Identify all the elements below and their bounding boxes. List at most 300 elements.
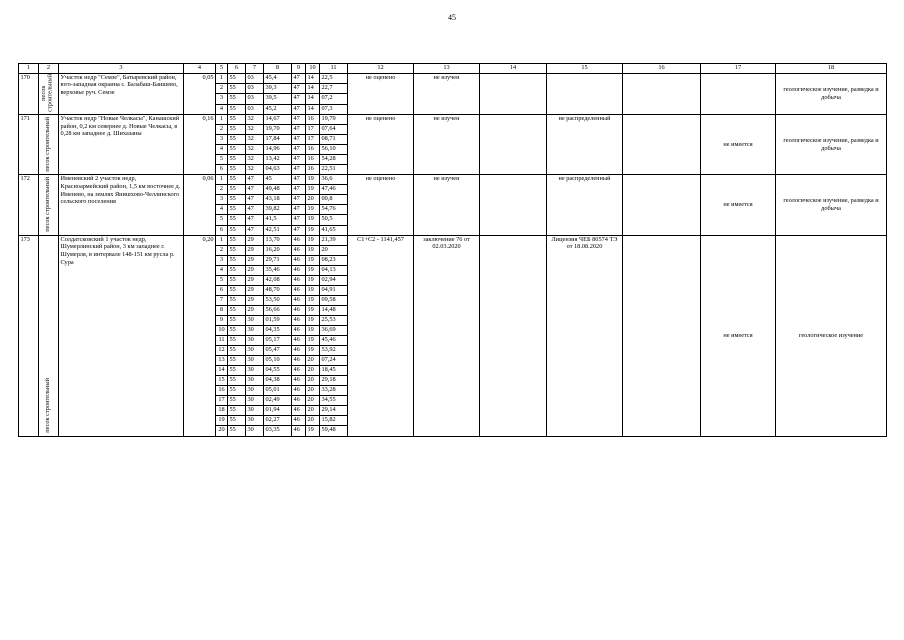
coordinate-cell: 43,18 <box>264 195 292 205</box>
coordinate-cell: 19 <box>306 275 320 285</box>
coordinate-cell: 19 <box>306 315 320 325</box>
page-number: 45 <box>448 13 456 22</box>
coordinate-cell: 50,5 <box>320 215 348 225</box>
coordinate-cell: 55 <box>228 406 246 416</box>
coordinate-cell: 05,01 <box>264 386 292 396</box>
coordinate-cell: 29 <box>246 295 264 305</box>
coordinate-cell: 47 <box>292 94 306 104</box>
coordinate-cell: 16 <box>216 386 228 396</box>
coordinate-cell: 30 <box>246 406 264 416</box>
coordinate-cell: 20 <box>306 195 320 205</box>
coordinate-cell: 53,50 <box>264 295 292 305</box>
coordinate-cell: 46 <box>292 325 306 335</box>
column-17-value: не имеется <box>701 235 776 436</box>
coordinate-cell: 19 <box>216 416 228 426</box>
column-17-value: не имеется <box>701 115 776 175</box>
use-purpose: геологическое изучение, разведка и добыча <box>776 175 887 235</box>
coordinate-cell: 46 <box>292 386 306 396</box>
coordinate-cell: 29 <box>246 235 264 245</box>
coordinate-cell: 2 <box>216 185 228 195</box>
coordinate-cell: 55 <box>228 416 246 426</box>
coordinate-cell: 19 <box>306 205 320 215</box>
coordinate-cell: 2 <box>216 83 228 93</box>
area-value: 0,16 <box>184 115 216 175</box>
column-number: 4 <box>184 64 216 74</box>
coordinate-cell: 16 <box>306 115 320 125</box>
coordinate-cell: 45 <box>264 175 292 185</box>
coordinate-cell: 17 <box>216 396 228 406</box>
reserves-value: С1+С2 - 1141,457 <box>348 235 414 436</box>
coordinate-cell: 47 <box>246 185 264 195</box>
coordinate-cell: 55 <box>228 346 246 356</box>
coordinate-cell: 04,91 <box>320 285 348 295</box>
coordinate-cell: 19 <box>306 265 320 275</box>
column-16 <box>623 115 701 175</box>
coordinate-cell: 46 <box>292 315 306 325</box>
coordinate-cell: 55 <box>228 175 246 185</box>
coordinate-cell: 18,45 <box>320 366 348 376</box>
coordinate-cell: 20 <box>306 366 320 376</box>
coordinate-cell: 01,94 <box>264 406 292 416</box>
coordinate-cell: 4 <box>216 265 228 275</box>
coordinate-cell: 55 <box>228 356 246 366</box>
coordinate-cell: 20 <box>320 245 348 255</box>
coordinate-cell: 30 <box>246 336 264 346</box>
coordinate-cell: 4 <box>216 145 228 155</box>
coordinate-cell: 47 <box>246 195 264 205</box>
coordinate-cell: 47 <box>246 175 264 185</box>
coordinate-cell: 19 <box>306 336 320 346</box>
column-number: 16 <box>623 64 701 74</box>
coordinate-cell: 46 <box>292 265 306 275</box>
coordinate-cell: 47 <box>292 104 306 114</box>
coordinate-cell: 20 <box>306 406 320 416</box>
coordinate-cell: 20 <box>306 386 320 396</box>
coordinate-cell: 35,46 <box>264 265 292 275</box>
coordinate-cell: 14 <box>306 83 320 93</box>
coordinate-cell: 3 <box>216 195 228 205</box>
coordinate-cell: 55 <box>228 275 246 285</box>
coordinate-cell: 39,82 <box>264 205 292 215</box>
coordinate-cell: 2 <box>216 245 228 255</box>
license-status: Лицензия ЧЕБ 80574 ТЭ от 18.08.2020 <box>547 235 623 436</box>
coordinate-cell: 08,71 <box>320 135 348 145</box>
coordinate-cell: 46 <box>292 426 306 436</box>
column-number: 9 <box>292 64 306 74</box>
site-description: Участок недр "Новые Челкасы", Канашский район, 0,2 км севернее д. Новые Челкасы, в 0,28 км западнее д. Шихазаны <box>59 115 184 175</box>
coordinate-cell: 05,47 <box>264 346 292 356</box>
coordinate-cell: 36,6 <box>320 175 348 185</box>
coordinate-cell: 00,8 <box>320 195 348 205</box>
license-status: не распределенный <box>547 115 623 175</box>
coordinate-cell: 01,59 <box>264 315 292 325</box>
coordinate-cell: 30 <box>246 366 264 376</box>
study-conclusion: заключение 76 от 02.03.2020 <box>414 235 480 436</box>
coordinate-cell: 19 <box>306 245 320 255</box>
mineral-type-label: песок строительный <box>39 73 54 112</box>
column-number: 7 <box>246 64 264 74</box>
column-number: 2 <box>39 64 59 74</box>
coordinate-cell: 29 <box>246 265 264 275</box>
coordinate-cell: 19 <box>306 235 320 245</box>
coordinate-cell: 47 <box>246 225 264 235</box>
record-id: 170 <box>19 73 39 115</box>
coordinate-cell: 55 <box>228 125 246 135</box>
coordinate-cell: 36,69 <box>320 325 348 335</box>
coordinate-cell: 03 <box>246 104 264 114</box>
column-number: 3 <box>59 64 184 74</box>
coordinate-cell: 16,20 <box>264 245 292 255</box>
coordinate-cell: 19 <box>306 305 320 315</box>
coordinate-cell: 19 <box>306 215 320 225</box>
coordinate-cell: 02,27 <box>264 416 292 426</box>
coordinate-cell: 47,46 <box>320 185 348 195</box>
coordinate-cell: 55 <box>228 386 246 396</box>
coordinate-cell: 47 <box>246 215 264 225</box>
coordinate-cell: 47 <box>292 73 306 83</box>
column-17-value <box>701 73 776 115</box>
coordinate-cell: 04,35 <box>264 325 292 335</box>
coordinate-cell: 32 <box>246 155 264 165</box>
column-number: 15 <box>547 64 623 74</box>
coordinate-cell: 11 <box>216 336 228 346</box>
column-14 <box>480 175 547 235</box>
coordinate-cell: 19 <box>306 295 320 305</box>
coordinate-cell: 55 <box>228 265 246 275</box>
coordinate-cell: 03,35 <box>264 426 292 436</box>
coordinate-cell: 02,49 <box>264 396 292 406</box>
coordinate-cell: 03 <box>246 73 264 83</box>
coordinate-cell: 30 <box>246 416 264 426</box>
coordinate-cell: 8 <box>216 305 228 315</box>
coordinate-cell: 55 <box>228 245 246 255</box>
coordinate-cell: 46 <box>292 406 306 416</box>
coordinate-cell: 05,17 <box>264 336 292 346</box>
coordinate-cell: 30 <box>246 396 264 406</box>
coordinate-cell: 07,2 <box>320 94 348 104</box>
coordinate-cell: 47 <box>292 125 306 135</box>
coordinate-cell: 4 <box>216 104 228 114</box>
coordinate-cell: 46 <box>292 416 306 426</box>
coordinate-cell: 14 <box>216 366 228 376</box>
area-value: 0,05 <box>184 73 216 115</box>
coordinate-cell: 55 <box>228 285 246 295</box>
coordinate-cell: 1 <box>216 73 228 83</box>
coordinate-cell: 55 <box>228 295 246 305</box>
coordinate-cell: 20 <box>306 396 320 406</box>
coordinate-cell: 19 <box>306 325 320 335</box>
registry-table <box>18 63 887 437</box>
coordinate-cell: 46 <box>292 356 306 366</box>
coordinate-cell: 5 <box>216 275 228 285</box>
coordinate-cell: 47 <box>292 185 306 195</box>
coordinate-cell: 3 <box>216 135 228 145</box>
coordinate-cell: 29 <box>246 255 264 265</box>
coordinate-cell: 55 <box>228 185 246 195</box>
coordinate-cell: 46 <box>292 336 306 346</box>
coordinate-cell: 47 <box>292 205 306 215</box>
coordinate-cell: 02,94 <box>320 275 348 285</box>
mineral-type <box>39 73 59 115</box>
coordinate-cell: 46 <box>292 245 306 255</box>
coordinate-cell: 55 <box>228 336 246 346</box>
coordinate-cell: 30 <box>246 376 264 386</box>
coordinate-cell: 56,10 <box>320 145 348 155</box>
coordinate-cell: 41,5 <box>264 215 292 225</box>
coordinate-cell: 42,51 <box>264 225 292 235</box>
coordinate-cell: 05,10 <box>264 356 292 366</box>
coordinate-cell: 53,92 <box>320 346 348 356</box>
coordinate-cell: 59,48 <box>320 426 348 436</box>
coordinate-cell: 03 <box>246 83 264 93</box>
coordinate-cell: 47 <box>292 135 306 145</box>
coordinate-cell: 3 <box>216 255 228 265</box>
coordinate-cell: 47 <box>292 175 306 185</box>
coordinate-cell: 47 <box>292 145 306 155</box>
reserves-value: не оценено <box>348 115 414 175</box>
coordinate-cell: 29 <box>246 285 264 295</box>
coordinate-cell: 20 <box>306 376 320 386</box>
coordinate-cell: 22,5 <box>320 73 348 83</box>
coordinate-cell: 32 <box>246 125 264 135</box>
coordinate-cell: 25,53 <box>320 315 348 325</box>
coordinate-cell: 32 <box>246 145 264 155</box>
column-number: 5 <box>216 64 228 74</box>
coordinate-cell: 46 <box>292 285 306 295</box>
use-purpose: геологическое изучение, разведка и добыча <box>776 73 887 115</box>
coordinate-cell: 30 <box>246 346 264 356</box>
coordinate-cell: 46 <box>292 396 306 406</box>
coordinate-cell: 6 <box>216 225 228 235</box>
coordinate-cell: 17 <box>306 135 320 145</box>
coordinate-cell: 46 <box>292 305 306 315</box>
coordinate-cell: 29 <box>246 275 264 285</box>
coordinate-cell: 46 <box>292 346 306 356</box>
coordinate-cell: 17 <box>306 125 320 135</box>
coordinate-cell: 20 <box>306 356 320 366</box>
coordinate-cell: 12 <box>216 346 228 356</box>
study-conclusion: не изучен <box>414 115 480 175</box>
coordinate-cell: 19 <box>306 285 320 295</box>
coordinate-cell: 19,79 <box>320 115 348 125</box>
coordinate-cell: 07,3 <box>320 104 348 114</box>
column-number: 13 <box>414 64 480 74</box>
coordinate-cell: 55 <box>228 325 246 335</box>
table-row <box>19 175 887 185</box>
coordinate-cell: 14 <box>306 94 320 104</box>
coordinate-cell: 47 <box>292 155 306 165</box>
column-number: 17 <box>701 64 776 74</box>
coordinate-cell: 55 <box>228 255 246 265</box>
coordinate-cell: 55 <box>228 366 246 376</box>
coordinate-cell: 14,67 <box>264 115 292 125</box>
coordinate-cell: 46 <box>292 295 306 305</box>
coordinate-cell: 55 <box>228 235 246 245</box>
coordinate-cell: 55 <box>228 225 246 235</box>
column-number: 10 <box>306 64 320 74</box>
reserves-value: не оценено <box>348 175 414 235</box>
coordinate-cell: 19 <box>306 346 320 356</box>
coordinate-cell: 29 <box>246 305 264 315</box>
coordinate-cell: 55 <box>228 426 246 436</box>
record-id: 171 <box>19 115 39 175</box>
coordinate-cell: 55 <box>228 145 246 155</box>
coordinate-cell: 30 <box>246 356 264 366</box>
coordinate-cell: 1 <box>216 235 228 245</box>
study-conclusion: не изучен <box>414 175 480 235</box>
coordinate-cell: 55 <box>228 104 246 114</box>
coordinate-cell: 18 <box>216 406 228 416</box>
study-conclusion: не изучен <box>414 73 480 115</box>
column-number: 6 <box>228 64 246 74</box>
coordinate-cell: 04,55 <box>264 366 292 376</box>
coordinate-cell: 46 <box>292 366 306 376</box>
coordinate-cell: 30 <box>246 386 264 396</box>
coordinate-cell: 46 <box>292 376 306 386</box>
coordinate-cell: 55 <box>228 215 246 225</box>
coordinate-cell: 4 <box>216 205 228 215</box>
coordinate-cell: 55 <box>228 396 246 406</box>
coordinate-cell: 55 <box>228 94 246 104</box>
coordinate-cell: 15,82 <box>320 416 348 426</box>
use-purpose: геологическое изучение, разведка и добыча <box>776 115 887 175</box>
table-row <box>19 73 887 83</box>
site-description: Участок недр "Семзе", Батыревский район, юго-западная окраина с. Балабаш-Баишево, верховье руч. Семзе <box>59 73 184 115</box>
coordinate-cell: 32 <box>246 165 264 175</box>
column-14 <box>480 73 547 115</box>
coordinate-cell: 14,48 <box>320 305 348 315</box>
coordinate-cell: 19 <box>306 175 320 185</box>
column-number: 18 <box>776 64 887 74</box>
coordinate-cell: 1 <box>216 175 228 185</box>
coordinate-cell: 45,4 <box>264 73 292 83</box>
coordinate-cell: 47 <box>292 225 306 235</box>
coordinate-cell: 03 <box>246 94 264 104</box>
coordinate-cell: 55 <box>228 155 246 165</box>
coordinate-cell: 32 <box>246 135 264 145</box>
coordinate-cell: 19 <box>306 426 320 436</box>
coordinate-cell: 29,14 <box>320 406 348 416</box>
coordinate-cell: 13,70 <box>264 235 292 245</box>
coordinate-cell: 04,63 <box>264 165 292 175</box>
coordinate-cell: 47 <box>292 115 306 125</box>
coordinate-cell: 20 <box>306 416 320 426</box>
coordinate-cell: 30 <box>246 325 264 335</box>
coordinate-cell: 16 <box>306 165 320 175</box>
column-number: 12 <box>348 64 414 74</box>
coordinate-cell: 3 <box>216 94 228 104</box>
coordinate-cell: 14 <box>306 73 320 83</box>
area-value: 0,06 <box>184 175 216 235</box>
coordinate-cell: 09,58 <box>320 295 348 305</box>
coordinate-cell: 08,23 <box>320 255 348 265</box>
area-value: 0,20 <box>184 235 216 436</box>
coordinate-cell: 19,70 <box>264 125 292 135</box>
coordinate-cell: 32 <box>246 115 264 125</box>
use-purpose: геологическое изучение <box>776 235 887 436</box>
coordinate-cell: 5 <box>216 155 228 165</box>
coordinate-cell: 17,84 <box>264 135 292 145</box>
coordinate-cell: 7 <box>216 295 228 305</box>
license-status <box>547 73 623 115</box>
coordinate-cell: 33,28 <box>320 386 348 396</box>
column-16 <box>623 175 701 235</box>
coordinate-cell: 47 <box>292 165 306 175</box>
coordinate-cell: 10 <box>216 325 228 335</box>
coordinate-cell: 55 <box>228 135 246 145</box>
coordinate-cell: 13,42 <box>264 155 292 165</box>
coordinate-cell: 45,46 <box>320 336 348 346</box>
coordinate-cell: 30 <box>246 315 264 325</box>
coordinate-cell: 55 <box>228 165 246 175</box>
coordinate-cell: 07,64 <box>320 125 348 135</box>
coordinate-cell: 55 <box>228 376 246 386</box>
coordinate-cell: 2 <box>216 125 228 135</box>
column-16 <box>623 235 701 436</box>
column-17-value: не имеется <box>701 175 776 235</box>
coordinate-cell: 56,66 <box>264 305 292 315</box>
coordinate-cell: 21,39 <box>320 235 348 245</box>
coordinate-cell: 34,55 <box>320 396 348 406</box>
mineral-type <box>39 175 59 235</box>
mineral-type <box>39 115 59 175</box>
coordinate-cell: 42,08 <box>264 275 292 285</box>
coordinate-cell: 47 <box>292 83 306 93</box>
coordinate-cell: 19 <box>306 255 320 265</box>
coordinate-cell: 15 <box>216 376 228 386</box>
coordinate-cell: 5 <box>216 215 228 225</box>
coordinate-cell: 45,2 <box>264 104 292 114</box>
coordinate-cell: 22,7 <box>320 83 348 93</box>
coordinate-cell: 16 <box>306 155 320 165</box>
coordinate-cell: 47 <box>292 195 306 205</box>
mineral-type-label: песок строительный <box>44 378 52 433</box>
coordinate-cell: 07,24 <box>320 356 348 366</box>
column-14 <box>480 235 547 436</box>
coordinate-cell: 6 <box>216 165 228 175</box>
coordinate-cell: 30 <box>246 426 264 436</box>
coordinate-cell: 9 <box>216 315 228 325</box>
coordinate-cell: 49,48 <box>264 185 292 195</box>
coordinate-cell: 55 <box>228 73 246 83</box>
table-row <box>19 235 887 245</box>
column-number: 11 <box>320 64 348 74</box>
coordinate-cell: 29,71 <box>264 255 292 265</box>
column-number-row <box>19 64 887 74</box>
coordinate-cell: 46 <box>292 255 306 265</box>
coordinate-cell: 55 <box>228 205 246 215</box>
coordinate-cell: 19 <box>306 185 320 195</box>
coordinate-cell: 16 <box>306 145 320 155</box>
coordinate-cell: 04,38 <box>264 376 292 386</box>
coordinate-cell: 54,28 <box>320 155 348 165</box>
record-id: 173 <box>19 235 39 436</box>
coordinate-cell: 39,3 <box>264 83 292 93</box>
column-number: 1 <box>19 64 39 74</box>
coordinate-cell: 13 <box>216 356 228 366</box>
coordinate-cell: 20 <box>216 426 228 436</box>
coordinate-cell: 48,70 <box>264 285 292 295</box>
site-description: Именевский 2 участок недр, Красноармейский район, 1,5 км восточнее д. Именево, на землях Янишхово-Челлинского сельского поселения <box>59 175 184 235</box>
coordinate-cell: 54,76 <box>320 205 348 215</box>
column-14 <box>480 115 547 175</box>
license-status: не распределенный <box>547 175 623 235</box>
coordinate-cell: 55 <box>228 195 246 205</box>
coordinate-cell: 55 <box>228 115 246 125</box>
coordinate-cell: 29,18 <box>320 376 348 386</box>
coordinate-cell: 14 <box>306 104 320 114</box>
mineral-type <box>39 235 59 436</box>
